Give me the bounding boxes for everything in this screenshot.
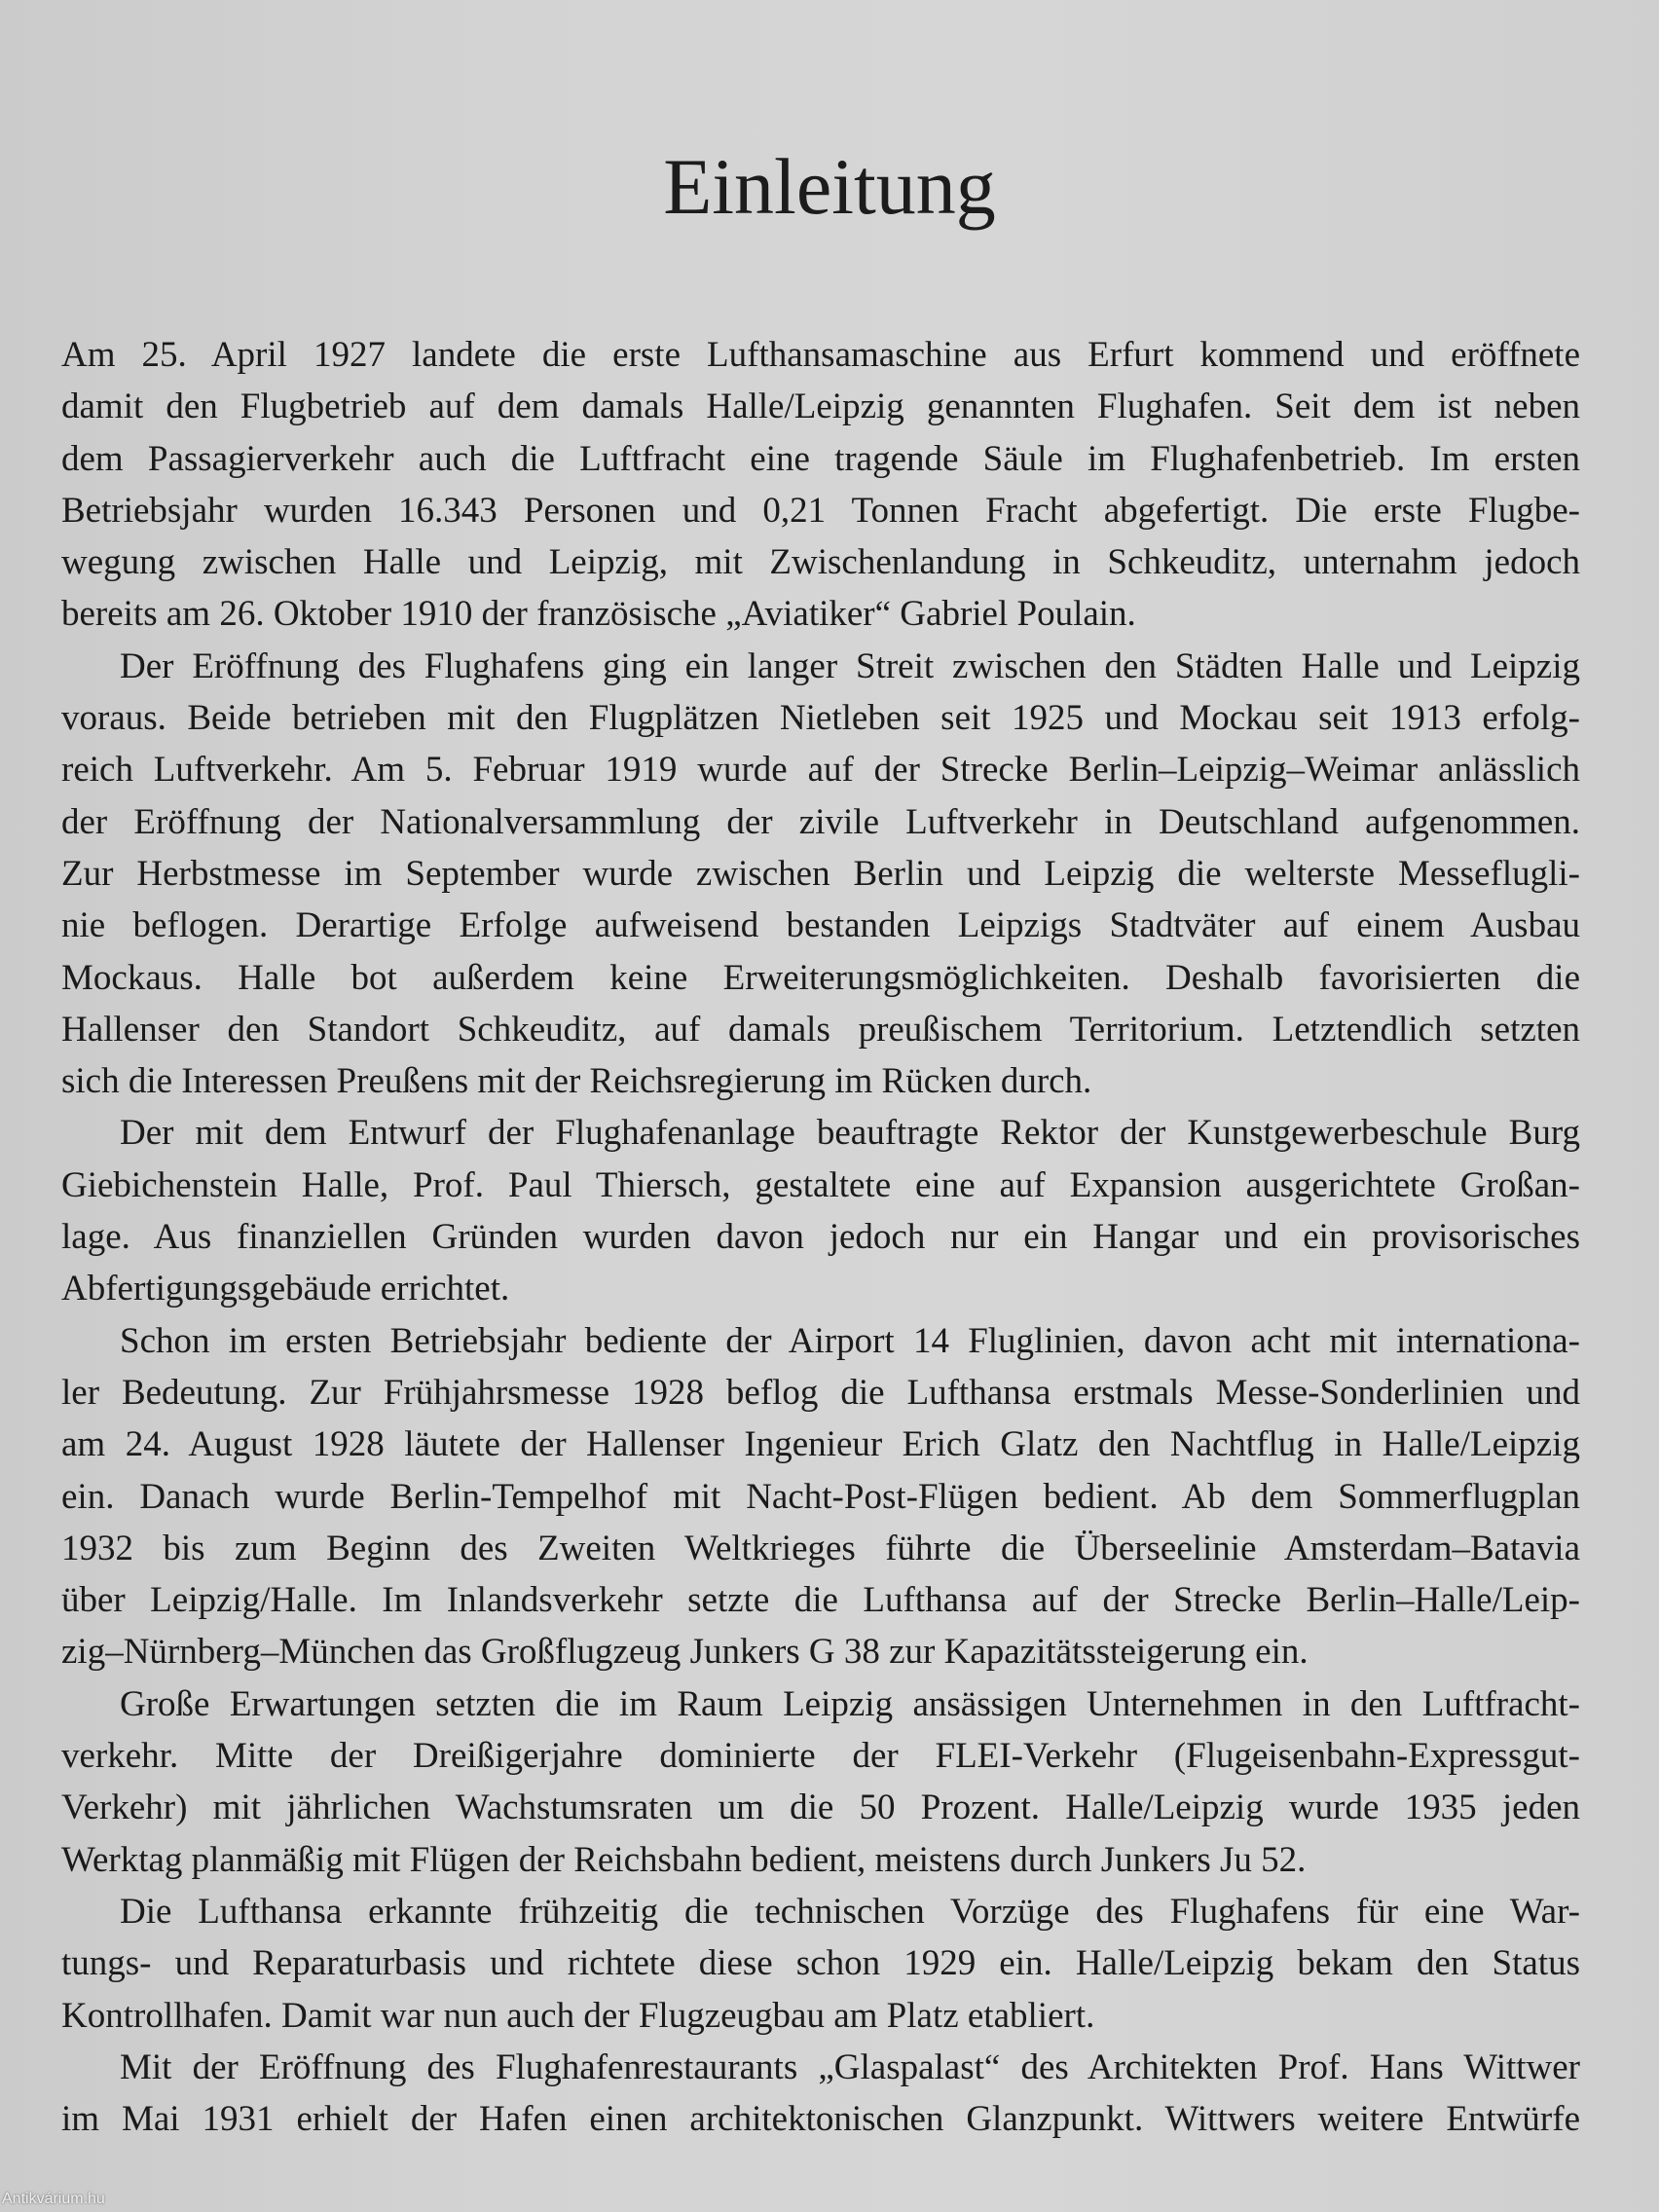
text-line: damit den Flugbetrieb auf dem damals Halle/Leipzig genannten Flughafen. Seit dem ist neben <box>61 387 1580 427</box>
page-title: Einleitung <box>663 142 996 231</box>
text-line: Der Eröffnung des Flughafens ging ein langer Streit zwischen den Städten Halle und Leipzig <box>120 645 1580 686</box>
body-text <box>61 329 1580 2145</box>
text-line: ein. Danach wurde Berlin-Tempelhof mit Nacht-Post-Flügen bedient. Ab dem Sommerflugplan <box>61 1476 1580 1517</box>
text-line: bereits am 26. Oktober 1910 der französische „Aviatiker“ Gabriel Poulain. <box>61 594 1136 635</box>
text-line: Am 25. April 1927 landete die erste Lufthansamaschine aus Erfurt kommend und eröffnete <box>61 335 1580 375</box>
text-line: Mit der Eröffnung des Flughafenrestaurants „Glaspalast“ des Architekten Prof. Hans Wittwer <box>120 2046 1580 2087</box>
paragraph-3 <box>61 1107 1580 1314</box>
paragraph-1 <box>61 329 1580 641</box>
text-line: Große Erwartungen setzten die im Raum Leipzig ansässigen Unternehmen in den Luftfracht- <box>120 1683 1580 1724</box>
text-line: wegung zwischen Halle und Leipzig, mit Zwischenlandung in Schkeuditz, unternahm jedoch <box>61 542 1580 583</box>
watermark: Antikvárium.hu <box>2 2191 105 2207</box>
text-line: verkehr. Mitte der Dreißigerjahre dominierte der FLEI-Verkehr (Flugeisenbahn-Expressgut- <box>61 1736 1580 1777</box>
text-line: Betriebsjahr wurden 16.343 Personen und 0,21 Tonnen Fracht abgefertigt. Die erste Flugbe- <box>61 490 1580 531</box>
text-line: tungs- und Reparaturbasis und richtete diese schon 1929 ein. Halle/Leipzig bekam den Status <box>61 1943 1580 1984</box>
text-line: Der mit dem Entwurf der Flughafenanlage beauftragte Rektor der Kunstgewerbeschule Burg <box>120 1113 1580 1154</box>
text-line: Verkehr) mit jährlichen Wachstumsraten um die 50 Prozent. Halle/Leipzig wurde 1935 jeden <box>61 1788 1580 1828</box>
text-line: sich die Interessen Preußens mit der Reichsregierung im Rücken durch. <box>61 1061 1092 1102</box>
paragraph-7 <box>61 2042 1580 2146</box>
text-line: ler Bedeutung. Zur Frühjahrsmesse 1928 beflog die Lufthansa erstmals Messe-Sonderlinien und <box>61 1372 1580 1413</box>
text-line: Hallenser den Standort Schkeuditz, auf damals preußischem Territorium. Letztendlich setzten <box>61 1009 1580 1050</box>
text-line: zig–Nürnberg–München das Großflugzeug Junkers G 38 zur Kapazitätssteigerung ein. <box>61 1632 1309 1673</box>
text-line: Abfertigungsgebäude errichtet. <box>61 1269 510 1309</box>
text-line: reich Luftverkehr. Am 5. Februar 1919 wurde auf der Strecke Berlin–Leipzig–Weimar anlässlich <box>61 750 1580 791</box>
text-line: im Mai 1931 erhielt der Hafen einen architektonischen Glanzpunkt. Wittwers weitere Entwürfe <box>61 2099 1580 2140</box>
text-line: 1932 bis zum Beginn des Zweiten Weltkrieges führte die Überseelinie Amsterdam–Batavia <box>61 1528 1580 1568</box>
text-line: über Leipzig/Halle. Im Inlandsverkehr setzte die Lufthansa auf der Strecke Berlin–Halle/Leip- <box>61 1580 1580 1621</box>
text-line: Die Lufthansa erkannte frühzeitig die technischen Vorzüge des Flughafens für eine War- <box>120 1891 1580 1932</box>
text-line: Mockaus. Halle bot außerdem keine Erweiterungsmöglichkeiten. Deshalb favorisierten die <box>61 957 1580 998</box>
paragraph-2 <box>61 641 1580 1108</box>
text-line: nie beflogen. Derartige Erfolge aufweisend bestanden Leipzigs Stadtväter auf einem Ausbau <box>61 905 1580 946</box>
paragraph-6 <box>61 1886 1580 2042</box>
text-line: am 24. August 1928 läutete der Hallenser Ingenieur Erich Glatz den Nachtflug in Halle/Leipzig <box>61 1424 1580 1465</box>
text-line: dem Passagierverkehr auch die Luftfracht eine tragende Säule im Flughafenbetrieb. Im ersten <box>61 438 1580 479</box>
paragraph-5 <box>61 1678 1580 1886</box>
text-line: Giebichenstein Halle, Prof. Paul Thiersch, gestaltete eine auf Expansion ausgerichtete Großan- <box>61 1164 1580 1205</box>
text-line: Kontrollhafen. Damit war nun auch der Flugzeugbau am Platz etabliert. <box>61 1995 1095 2036</box>
text-line: Zur Herbstmesse im September wurde zwischen Berlin und Leipzig die welterste Messeflugli- <box>61 853 1580 894</box>
text-line: Werktag planmäßig mit Flügen der Reichsbahn bedient, meistens durch Junkers Ju 52. <box>61 1839 1307 1880</box>
paragraph-4 <box>61 1315 1580 1678</box>
text-line: lage. Aus finanziellen Gründen wurden davon jedoch nur ein Hangar und ein provisorisches <box>61 1217 1580 1258</box>
text-line: voraus. Beide betrieben mit den Flugplätzen Nietleben seit 1925 und Mockau seit 1913 erfolg- <box>61 698 1580 739</box>
text-line: der Eröffnung der Nationalversammlung der zivile Luftverkehr in Deutschland aufgenommen. <box>61 801 1580 842</box>
text-line: Schon im ersten Betriebsjahr bediente der Airport 14 Fluglinien, davon acht mit internationa- <box>120 1320 1580 1361</box>
